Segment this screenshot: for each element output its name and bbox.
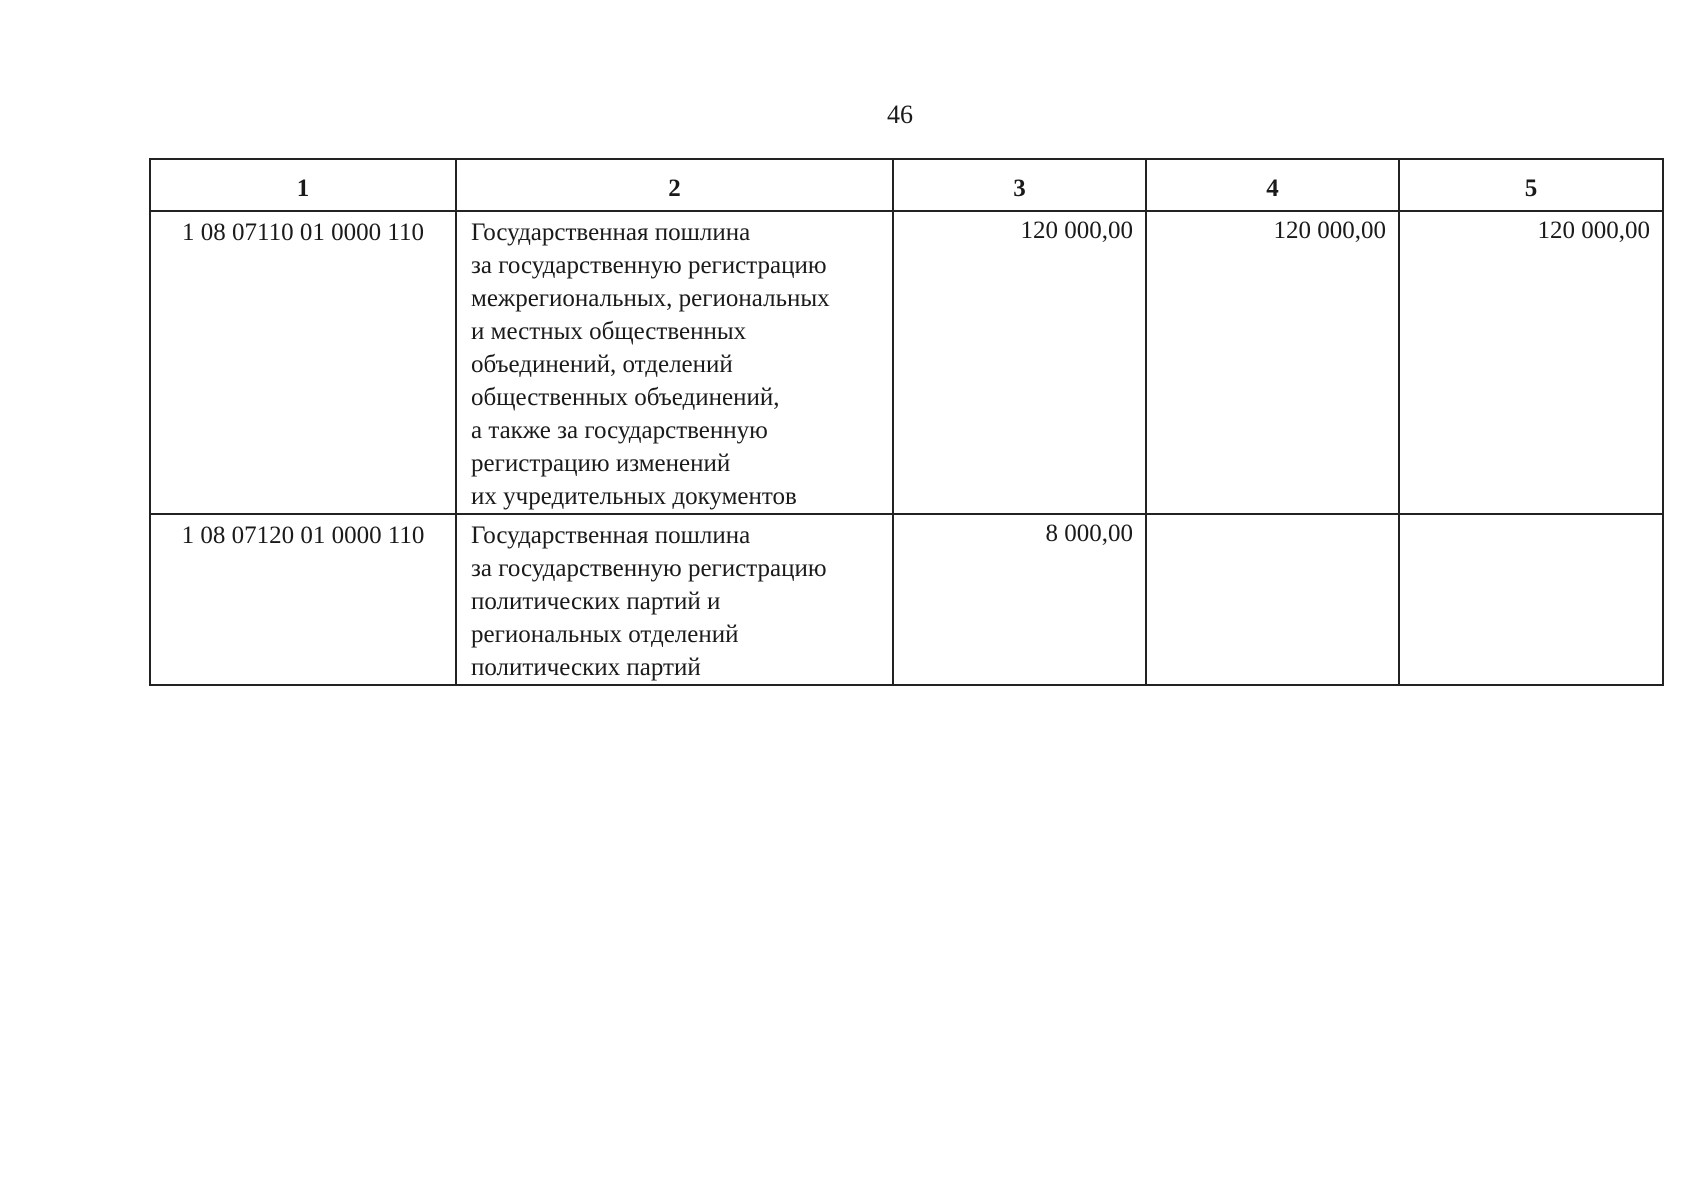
description-line: региональных отделений <box>471 621 739 648</box>
description-line: межрегиональных, региональных <box>471 285 830 312</box>
amount-col-5-cell: 120 000,00 <box>1399 211 1663 514</box>
header-col-3: 3 <box>893 159 1146 211</box>
description-line: за государственную регистрацию <box>471 555 827 582</box>
description-line: регистрацию изменений <box>471 450 731 477</box>
table-row <box>150 514 1663 685</box>
description-line: политических партий <box>471 654 701 681</box>
budget-code-cell: 1 08 07120 01 0000 110 <box>150 514 456 685</box>
description-line: и местных общественных <box>471 318 747 345</box>
header-col-5: 5 <box>1399 159 1663 211</box>
description-line: за государственную регистрацию <box>471 252 827 279</box>
description-line: Государственная пошлина <box>471 219 751 246</box>
description-cell <box>456 514 893 685</box>
page-number: 46 <box>887 100 913 129</box>
table-header-row <box>150 159 1663 211</box>
header-col-1: 1 <box>150 159 456 211</box>
description-line: их учредительных документов <box>471 483 797 510</box>
description-cell <box>456 211 893 514</box>
amount-col-3-cell: 120 000,00 <box>893 211 1146 514</box>
header-col-2: 2 <box>456 159 893 211</box>
amount-col-4-cell <box>1146 514 1399 685</box>
description-line: общественных объединений, <box>471 384 780 411</box>
description-line: а также за государственную <box>471 417 768 444</box>
budget-table <box>149 158 1664 686</box>
description-line: объединений, отделений <box>471 351 733 378</box>
budget-code-cell: 1 08 07110 01 0000 110 <box>150 211 456 514</box>
description-line: Государственная пошлина <box>471 522 751 549</box>
amount-col-5-cell <box>1399 514 1663 685</box>
table-row <box>150 211 1663 514</box>
amount-col-3-cell: 8 000,00 <box>893 514 1146 685</box>
header-col-4: 4 <box>1146 159 1399 211</box>
description-line: политических партий и <box>471 588 721 615</box>
amount-col-4-cell: 120 000,00 <box>1146 211 1399 514</box>
